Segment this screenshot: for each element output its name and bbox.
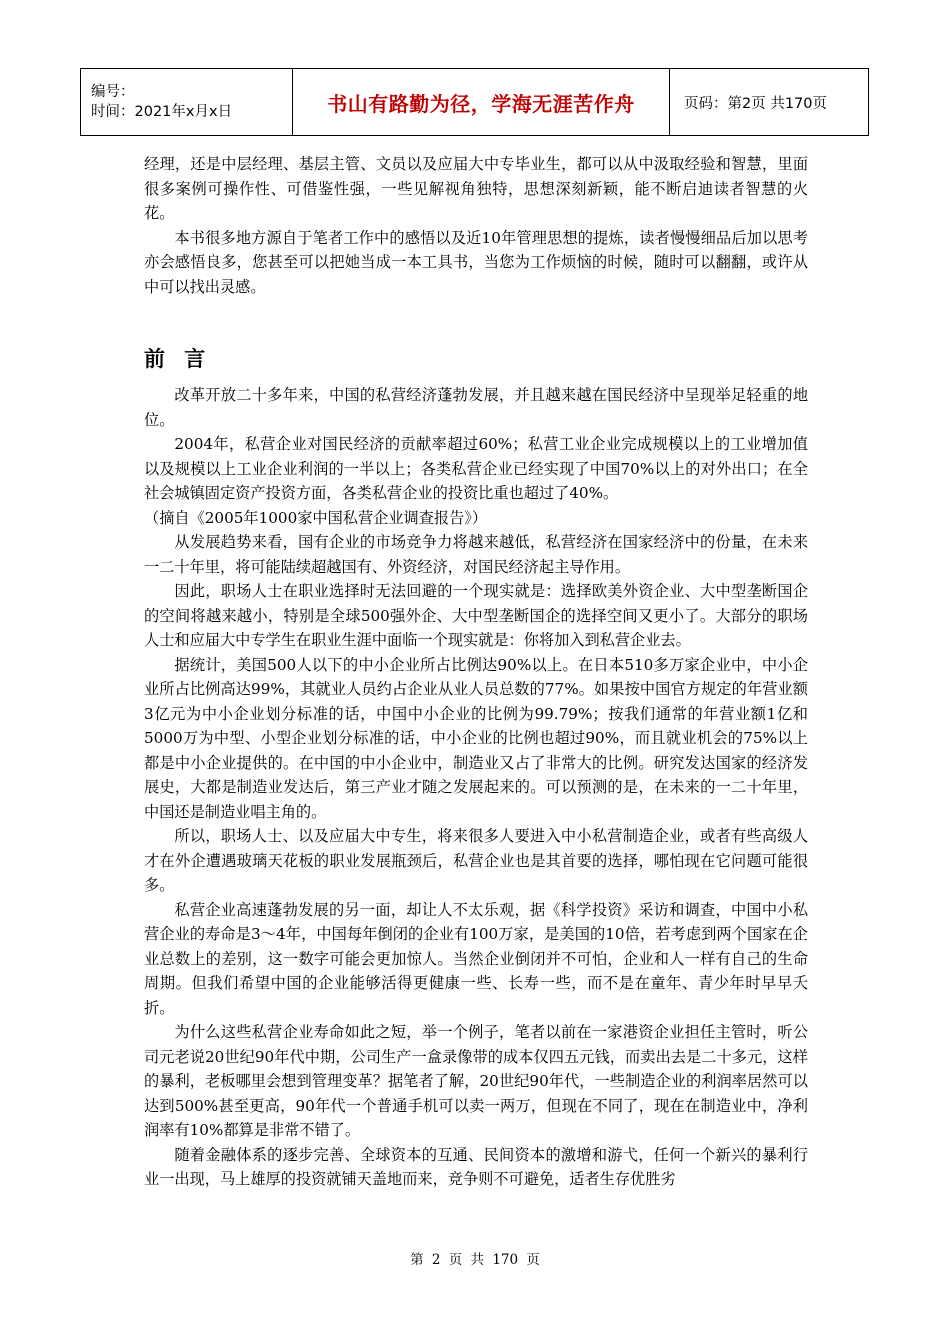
body-paragraph: 从发展趋势来看，国有企业的市场竞争力将越来越低，私营经济在国家经济中的份量，在未来一二十年里，将可能陆续超越国有、外资经济，对国民经济起主导作用。 [144,533,808,576]
body-paragraph: 因此，职场人士在职业选择时无法回避的一个现实就是：选择欧美外资企业、大中型垄断国企的空间将越来越小，特别是全球500强外企、大中型垄断国企的选择空间又更小了。大部分的职场人士和应届大中专学生在职业生涯中面临一个现实就是：你将加入到私营企业去。 [144,582,808,649]
document-date-label: 时间：2021年x月x日 [91,104,233,120]
body-paragraph: 随着金融体系的逐步完善、全球资本的互通、民间资本的激增和游弋，任何一个新兴的暴利行业一出现，马上雄厚的投资就铺天盖地而来，竞争则不可避免，适者生存优胜劣 [144,1145,808,1188]
section-title: 前 言 [144,347,212,371]
intro-paragraph: 本书很多地方源自于笔者工作中的感悟以及近10年管理思想的提炼，读者慢慢细品后加以思考亦会感悟良多，您甚至可以把她当成一本工具书，当您为工作烦恼的时候，随时可以翻翻，或许从中可以找出灵感。 [144,228,808,296]
citation-paragraph: （摘自《2005年1000家中国私营企业调查报告》） [144,508,488,527]
document-number-label: 编号： [91,84,135,100]
intro-paragraph: 经理，还是中层经理、基层主管、文员以及应届大中专毕业生，都可以从中汲取经验和智慧，里面很多案例可操作性、可借鉴性强，一些见解视角独特，思想深刻新颖，能不断启迪读者智慧的火花。 [144,155,808,222]
document-body [144,152,808,1192]
header-meta [81,69,293,136]
body-paragraph: 2004年，私营企业对国民经济的贡献率超过60%；私营工业企业完成规模以上的工业增加值以及规模以上工业企业利润的一半以上；各类私营企业已经实现了中国70%以上的对外出口；在全社会城镇固定资产投资方面，各类私营企业的投资比重也超过了40%。 [144,435,808,502]
body-paragraph: 改革开放二十多年来，中国的私营经济蓬勃发展，并且越来越在国民经济中呈现举足轻重的地位。 [144,386,808,429]
body-paragraph: 据统计，美国500人以下的中小企业所占比例达90%以上。在日本510多万家企业中，中小企业所占比例高达99%，其就业人员约占企业从业人员总数的77%。如果按中国官方规定的年营业额3亿元为中小企业划分标准的话，中国中小企业的比例为99.79%；按我们通常的年营业额1亿和5000万为中型、小型企业划分标准的话，中小企业的比例也超过90%，而且就业机会的75%以上都是中小企业提供的。在中国的中小企业中，制造业又占了非常大的比例。研究发达国家的经济发展史，大都是制造业发达后，第三产业才随之发展起来的。可以预测的是，在未来的一二十年里，中国还是制造业唱主角的。 [144,655,808,821]
body-paragraph: 所以，职场人士、以及应届大中专生，将来很多人要进入中小私营制造企业，或者有些高级人才在外企遭遇玻璃天花板的职业发展瓶颈后，私营企业也是其首要的选择，哪怕现在它问题可能很多。 [144,827,808,894]
header-page-info: 页码：第2页 共170页 [670,69,869,136]
body-paragraph: 私营企业高速蓬勃发展的另一面，却让人不太乐观，据《科学投资》采访和调查，中国中小私营企业的寿命是3～4年，中国每年倒闭的企业有100万家，是美国的10倍，若考虑到两个国家在企业总数上的差别，这一数字可能会更加惊人。当然企业倒闭并不可怕，企业和人一样有自己的生命周期。但我们希望中国的企业能够活得更健康一些、长寿一些，而不是在童年、青少年时早早夭折。 [144,900,808,1017]
page-footer: 第 2 页 共 170 页 [410,1252,540,1268]
header-motto: 书山有路勤为径，学海无涯苦作舟 [293,69,670,136]
body-paragraph: 为什么这些私营企业寿命如此之短，举一个例子，笔者以前在一家港资企业担任主管时，听公司元老说20世纪90年代中期，公司生产一盒录像带的成本仅四五元钱，而卖出去是二十多元，这样的暴利，老板哪里会想到管理变革？据笔者了解，20世纪90年代，一些制造企业的利润率居然可以达到500%甚至更高，90年代一个普通手机可以卖一两万，但现在不同了，现在在制造业中，净利润率有10%都算是非常不错了。 [144,1023,808,1139]
page-header [80,68,869,136]
